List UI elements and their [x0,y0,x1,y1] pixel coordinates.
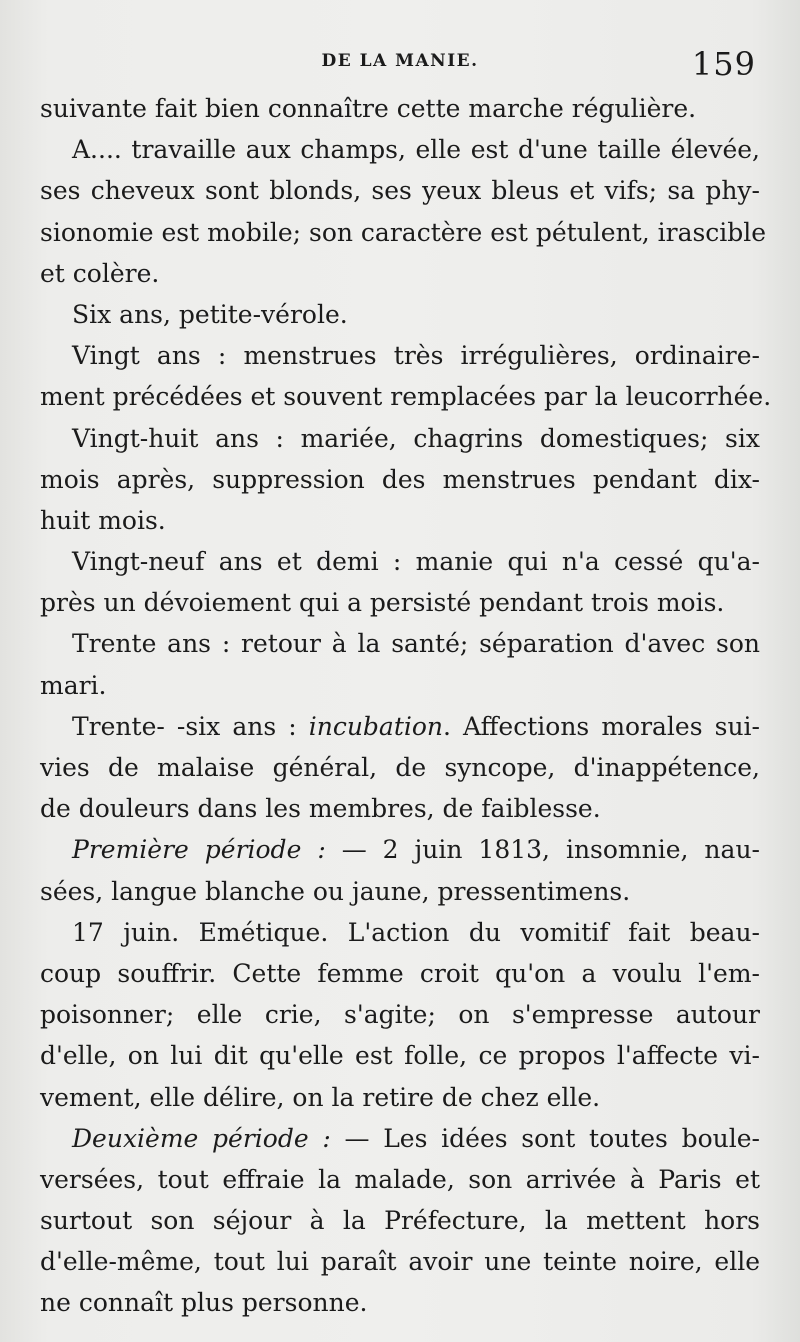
text-line-content: coup souffrir. Cette femme croit qu'on a voulu l'em- [40,958,760,988]
text-line [40,1159,760,1200]
text-line-content: vement, elle délire, on la retire de chez elle. [40,1082,601,1112]
text-line-content: et colère. [40,258,160,288]
text-line [40,376,772,417]
text-line [40,994,760,1035]
text-line [40,1282,760,1323]
text-line-content: mois après, suppression des menstrues pendant dix- [40,464,760,494]
text-line [40,212,767,253]
text-line-content: près un dévoiement qui a persisté pendant trois mois. [40,588,725,618]
text-line-content: de douleurs dans les membres, de faiblesse. [40,794,601,824]
text-line [40,953,760,994]
italic-phrase: Première période : [72,835,326,865]
text-line-content: Six ans, petite-vérole. [72,299,348,329]
text-line-content: Vingt-huit ans : mariée, chagrins domestiques; six [72,423,760,453]
text-line [40,582,760,623]
body-text [40,88,772,1324]
text-line [40,788,760,829]
text-line-pre: Trente- -six ans : [72,711,309,741]
text-line [40,1035,760,1076]
text-line [40,1118,760,1159]
text-line-content: vies de malaise général, de syncope, d'inappétence, [40,753,760,782]
text-line [40,665,760,706]
text-line-post: — Les idées sont toutes boule- [330,1123,760,1153]
running-head [40,45,760,85]
text-line [40,500,760,541]
text-line-content: Trente ans : retour à la santé; séparation d'avec son [72,629,760,659]
italic-phrase: incubation [308,711,444,741]
text-line-content: sionomie est mobile; son caractère est pétulent, irascible [40,217,767,247]
text-line-content: poisonner; elle crie, s'agite; on s'empresse autour [40,1000,760,1030]
italic-phrase: Deuxième période : [72,1123,331,1153]
text-line-content: d'elle-même, tout lui paraît avoir une teinte noire, elle [40,1247,760,1277]
text-line-content: d'elle, on lui dit qu'elle est folle, ce propos l'affecte vi- [40,1041,760,1071]
text-line [40,1077,760,1118]
text-line-content: huit mois. [40,505,166,535]
text-line-content: versées, tout effraie la malade, son arrivée à Paris et [40,1164,760,1194]
text-line-content: 17 juin. Emétique. L'action du vomitif fait beau- [72,917,760,947]
text-line [40,294,760,335]
text-line [40,1241,760,1282]
text-line [40,88,760,129]
text-line [40,747,760,788]
text-line-content: A.... travaille aux champs, elle est d'une taille élevée, [72,135,760,165]
text-line [40,418,760,459]
text-line [40,706,760,747]
text-line [40,129,760,170]
text-line-content: suivante fait bien connaître cette marche régulière. [40,94,697,123]
text-line-post: . Affections morales sui- [443,711,760,741]
text-line [40,459,760,500]
text-line [40,623,760,664]
text-line [40,335,760,376]
text-line [40,170,760,211]
text-line-content: ses cheveux sont blonds, ses yeux bleus et vifs; sa phy- [40,176,760,206]
text-line-content: mari. [40,670,107,700]
text-line-content: Vingt-neuf ans et demi : manie qui n'a cessé qu'a- [72,547,760,577]
text-line [40,1200,760,1241]
text-line-content: ment précédées et souvent remplacées par la leucorrhée. [40,382,772,412]
text-line-content: surtout son séjour à la Préfecture, la mettent hors [40,1206,760,1236]
text-line [40,871,760,912]
text-line-post: — 2 juin 1813, insomnie, nau- [325,835,760,865]
text-line-content: ne connaît plus personne. [40,1288,368,1318]
text-line [40,253,760,294]
text-line-content: sées, langue blanche ou jaune, pressentimens. [40,876,631,906]
text-line [40,541,760,582]
text-line-content: Vingt ans : menstrues très irrégulières, ordinaire- [72,341,760,371]
page-number: 159 [691,45,756,83]
text-line [40,912,760,953]
running-title: DE LA MANIE. [321,51,479,71]
text-line [40,829,760,870]
